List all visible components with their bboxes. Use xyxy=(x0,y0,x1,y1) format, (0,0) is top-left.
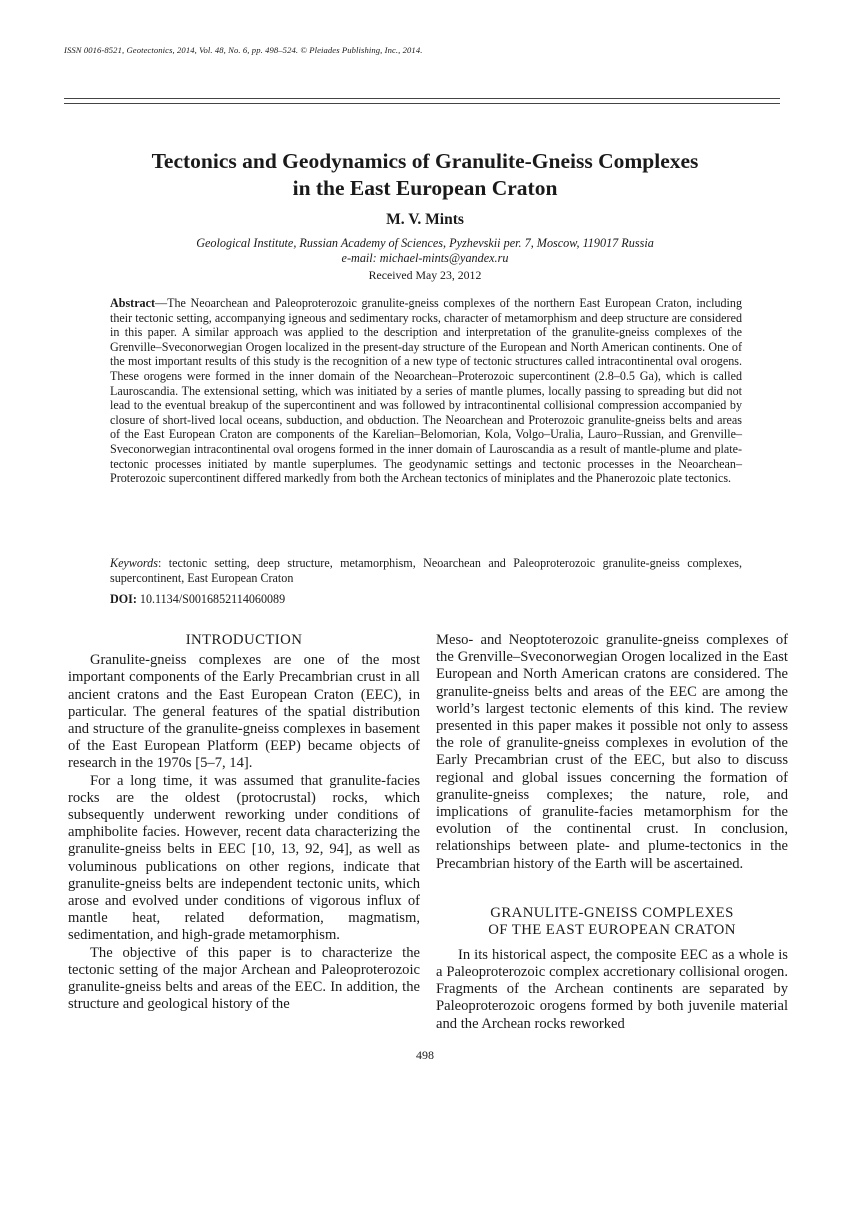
doi-label: DOI: xyxy=(110,592,137,606)
section-heading-line-1: GRANULITE-GNEISS COMPLEXES xyxy=(490,904,734,921)
abstract-text: —The Neoarchean and Paleoproterozoic granulite-gneiss complexes of the northern East European Craton, including their tectonic setting, accompanying igneous and sedimentary rocks, character of metamorphism and deep structure are considered in this paper. A similar approach was applied to the description and interpretation of the granulite-gneiss complexes of the Grenville–Sveconorwegian Orogen localized in the present-day structure of the European and North American continents. One of the most important results of this study is the recognition of a new type of tectonic structures called intracontinental oval orogens. These orogens were formed in the inner domain of the Neoarchean–Proterozoic supercontinent (2.8–0.5 Ga), which is called Lauroscandia. The extensional setting, which was initiated by a series of mantle plumes, locally passing to spreading but did not lead to the eventual breakup of the supercontinent and was followed by intracontinental collisional compression accompanied by closure of short-lived local oceans, subduction, and obduction. The Neoarchean and Proterozoic granulite-gneiss belts and areas of the East European Craton are components of the Karelian–Belomorian, Kola, Volgo–Uralia, Lauro–Russian, and Grenville–Sveconorwegian intracontinental oval orogens formed in the inner domain of Lauroscandia as a result of mantle-plume and plate-tectonic processes initiated by mantle superplumes. The geodynamic settings and tectonic processes in the Neoarchean–Proterozoic supercontinent differed markedly from both the Archean tectonics of miniplates and the Phanerozoic plate tectonics. xyxy=(110,296,742,486)
section-heading-granulite-gneiss-complexes xyxy=(436,905,788,939)
article-author: M. V. Mints xyxy=(386,211,464,228)
header-double-rule xyxy=(64,98,780,104)
page-number: 498 xyxy=(416,1048,434,1062)
abstract-label: Abstract xyxy=(110,296,156,310)
introduction-paragraph-continued: Meso- and Neoptoterozoic granulite-gneiss complexes of the Grenville–Sveconorwegian Orogen localized in the East European and North American cratons are considered. The granulite-gneiss belts and areas of the EEC are among the world’s largest tectonic elements of this kind. The review presented in this paper makes it possible not only to assess the role of granulite-gneiss complexes in evolution of the Early Precambrian crust of the EEC, but also to discuss regional and global issues concerning the formation of granulite-gneiss complexes; the nature, role, and implications of granulite-facies metamorphism for the evolution of the continental crust. In conclusion, relationships between plate- and plume-tectonics in the Precambrian history of the Earth will be ascertained. xyxy=(436,632,788,872)
doi-value: 10.1134/S0016852114060089 xyxy=(136,592,286,606)
keywords xyxy=(110,556,742,586)
introduction-paragraph-3: The objective of this paper is to characterize the tectonic setting of the major Archean and Paleoproterozoic granulite-gneiss belts and areas of the EEC. In addition, the structure and geological history of the xyxy=(68,944,420,1013)
author-email: e-mail: michael-mints@yandex.ru xyxy=(341,251,509,265)
keywords-text: : tectonic setting, deep structure, metamorphism, Neoarchean and Paleoproterozoic granulite-gneiss complexes, supercontinent, East European Craton xyxy=(110,556,742,585)
abstract xyxy=(110,296,742,486)
header-rule-top xyxy=(64,98,780,99)
header-rule-bottom xyxy=(64,103,780,104)
introduction-paragraph-1: Granulite-gneiss complexes are one of the most important components of the Early Precambrian crust in all ancient cratons and the East European Craton (EEC), in particular. The general features of the spatial distribution and structure of the granulite-gneiss complexes in basement of the East European Platform (EEP) became objects of research in the 1970s [5–7, 14]. xyxy=(68,652,420,772)
article-title-line-2: in the East European Craton xyxy=(292,176,558,200)
article-title xyxy=(64,148,786,202)
journal-citation-header: ISSN 0016-8521, Geotectonics, 2014, Vol. 48, No. 6, pp. 498–524. © Pleiades Publishing, Inc., 2014. xyxy=(64,45,423,55)
keywords-label: Keywords xyxy=(110,556,158,570)
body-column-right xyxy=(436,632,788,1033)
doi xyxy=(110,592,742,607)
section-paragraph-1: In its historical aspect, the composite EEC as a whole is a Paleoproterozoic complex accretionary collisional orogen. Fragments of the Archean continents are separated by Paleoproterozoic orogens formed by both juvenile material and the Archean rocks reworked xyxy=(436,946,788,1032)
author-affiliation: Geological Institute, Russian Academy of Sciences, Pyzhevskii per. 7, Moscow, 119017 Russia xyxy=(196,236,654,250)
received-date: Received May 23, 2012 xyxy=(368,268,482,282)
introduction-paragraph-2: For a long time, it was assumed that granulite-facies rocks are the oldest (protocrustal) rocks, which subsequently underwent reworking under conditions of amphibolite facies. However, recent data characterizing the granulite-gneiss belts in EEC [10, 13, 92, 94], as well as voluminous publications on other regions, indicate that granulite-gneiss belts are independent tectonic units, which arose and evolved under conditions of vigorous influx of mantle heat, related deformation, magmatism, sedimentation, and high-grade metamorphism. xyxy=(68,772,420,944)
section-heading-line-2: OF THE EAST EUROPEAN CRATON xyxy=(488,921,736,938)
body-column-left xyxy=(68,632,420,1013)
article-title-line-1: Tectonics and Geodynamics of Granulite-Gneiss Complexes xyxy=(151,149,699,173)
introduction-heading: INTRODUCTION xyxy=(185,632,303,648)
author-affiliation-block xyxy=(64,236,786,266)
